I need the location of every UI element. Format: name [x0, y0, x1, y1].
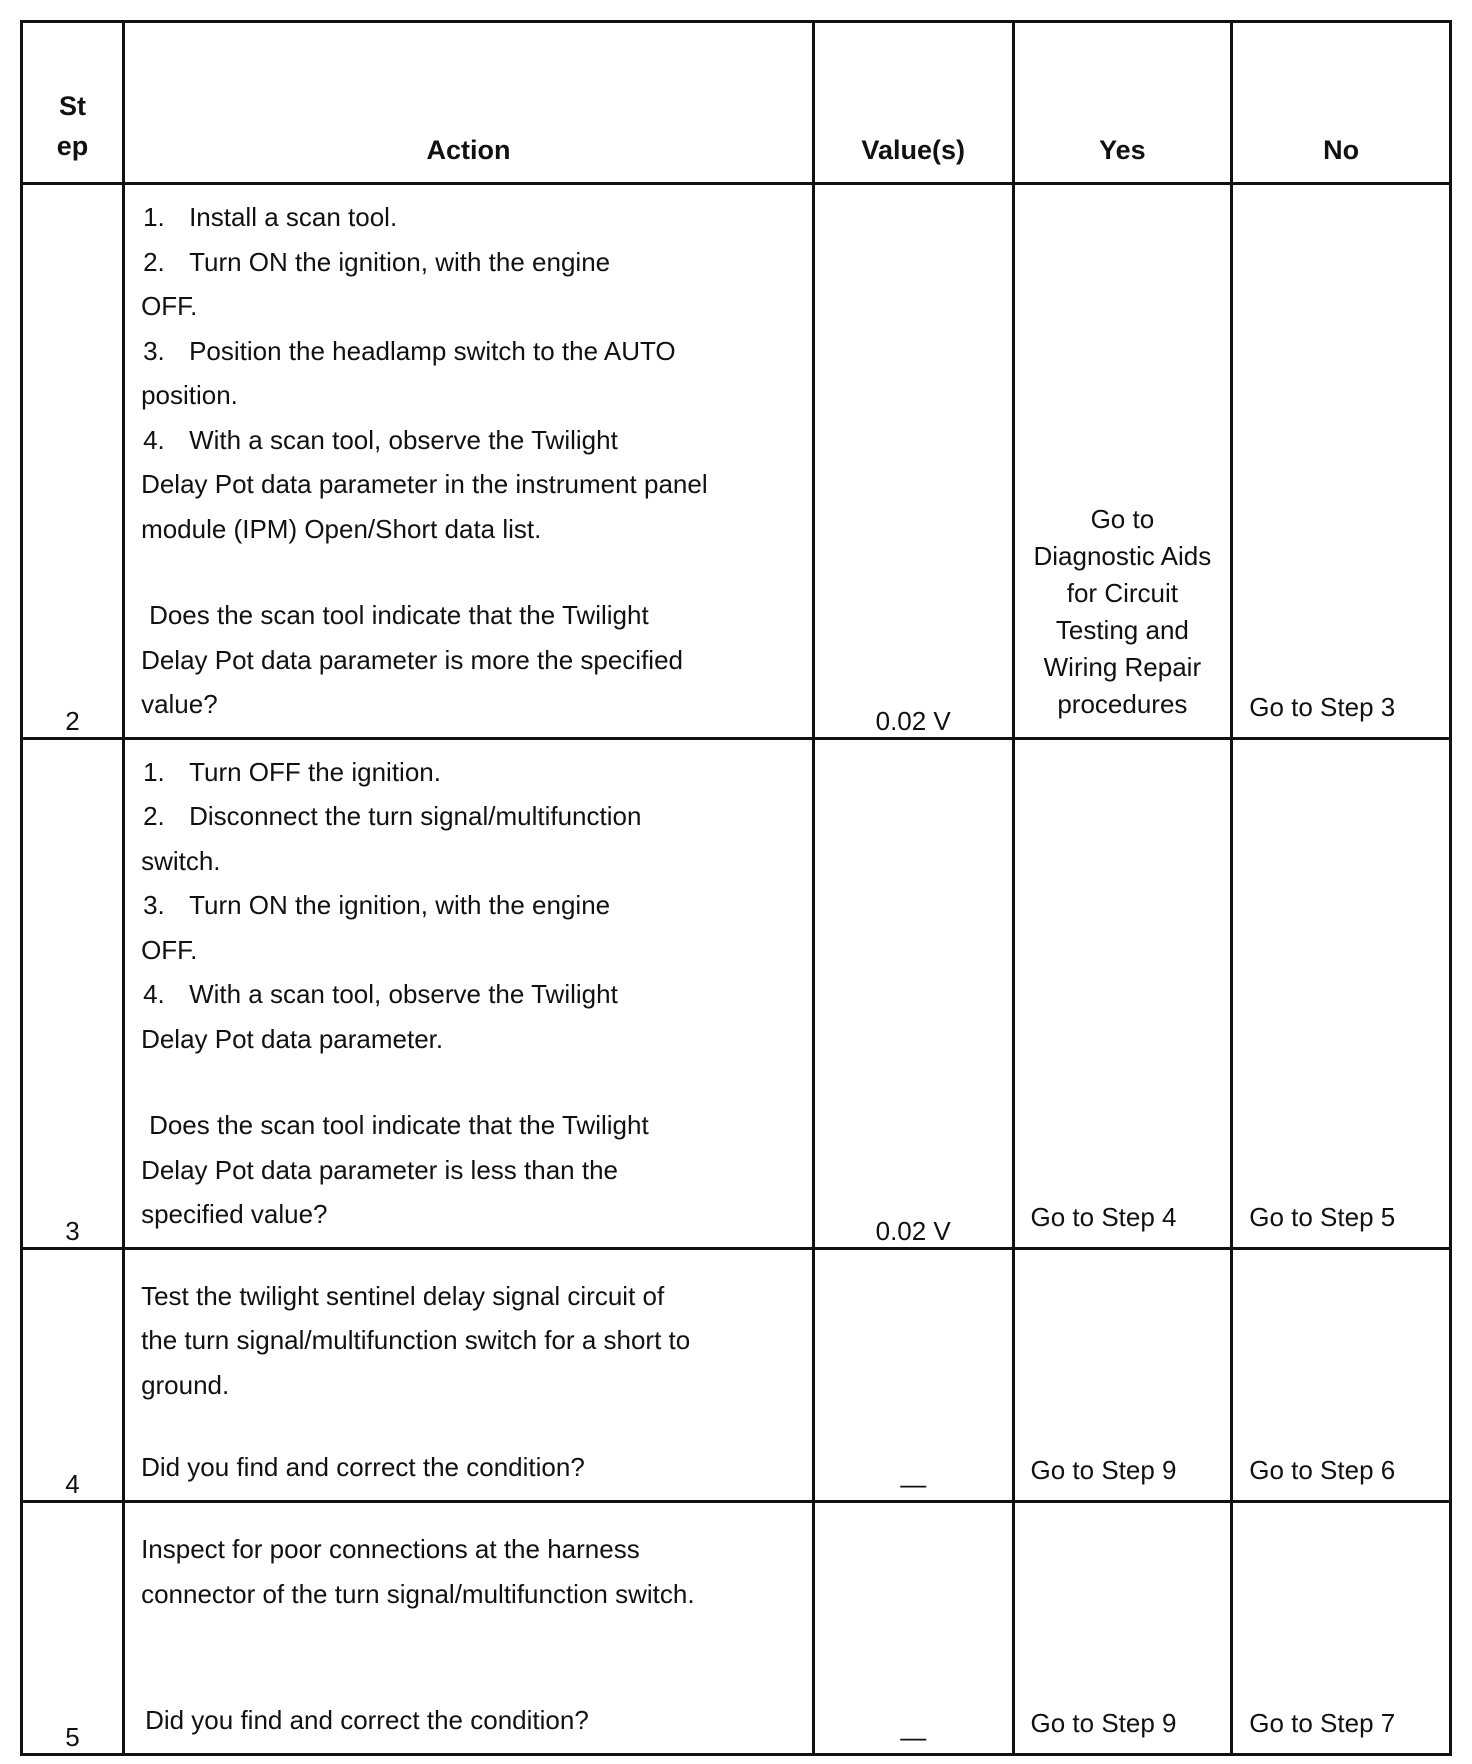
value-cell: —: [813, 1501, 1013, 1754]
header-action: Action: [124, 22, 814, 184]
action-cell: Test the twilight sentinel delay signal circuit of the turn signal/multifunction switch for a short to ground. Did you find and correct the condition?: [124, 1248, 814, 1501]
no-cell: Go to Step 6: [1232, 1248, 1451, 1501]
no-cell: Go to Step 5: [1232, 738, 1451, 1248]
header-row: [22, 22, 1451, 184]
header-yes: Yes: [1013, 22, 1232, 184]
yes-cell: Go to Step 4: [1013, 738, 1232, 1248]
value-cell: 0.02 V: [813, 184, 1013, 739]
header-no: No: [1232, 22, 1451, 184]
yes-cell: Go to Step 9: [1013, 1501, 1232, 1754]
value-cell: 0.02 V: [813, 738, 1013, 1248]
step-number: 2: [22, 184, 124, 739]
step-number: 3: [22, 738, 124, 1248]
action-cell: Inspect for poor connections at the harness connector of the turn signal/multifunction switch. Did you find and correct the condition?: [124, 1501, 814, 1754]
header-values: Value(s): [813, 22, 1013, 184]
action-cell: 1. Install a scan tool. 2. Turn ON the ignition, with the engine OFF. 3. Position the headlamp switch to the AUTO position. 4. With a scan tool, observe the Twilight Delay Pot data parameter in the instrument panel module (IPM) Open/Short data list. Does the scan tool indicate that the Twilight Delay Pot data parameter is more the specified value?: [124, 184, 814, 739]
table-row: [22, 738, 1451, 1248]
yes-cell: Go to Step 9: [1013, 1248, 1232, 1501]
yes-cell: Go to Diagnostic Aids for Circuit Testing and Wiring Repair procedures: [1013, 184, 1232, 739]
no-cell: Go to Step 7: [1232, 1501, 1451, 1754]
value-cell: —: [813, 1248, 1013, 1501]
step-number: 5: [22, 1501, 124, 1754]
action-cell: 1. Turn OFF the ignition. 2. Disconnect the turn signal/multifunction switch. 3. Turn ON the ignition, with the engine OFF. 4. With a scan tool, observe the Twilight Delay Pot data parameter. Does the scan tool indicate that the Twilight Delay Pot data parameter is less than the specified value?: [124, 738, 814, 1248]
table-row: [22, 184, 1451, 739]
table-row: [22, 1248, 1451, 1501]
diagnostic-table: [20, 20, 1452, 1756]
table-row: [22, 1501, 1451, 1754]
header-step: St ep: [22, 22, 124, 184]
no-cell: Go to Step 3: [1232, 184, 1451, 739]
step-number: 4: [22, 1248, 124, 1501]
